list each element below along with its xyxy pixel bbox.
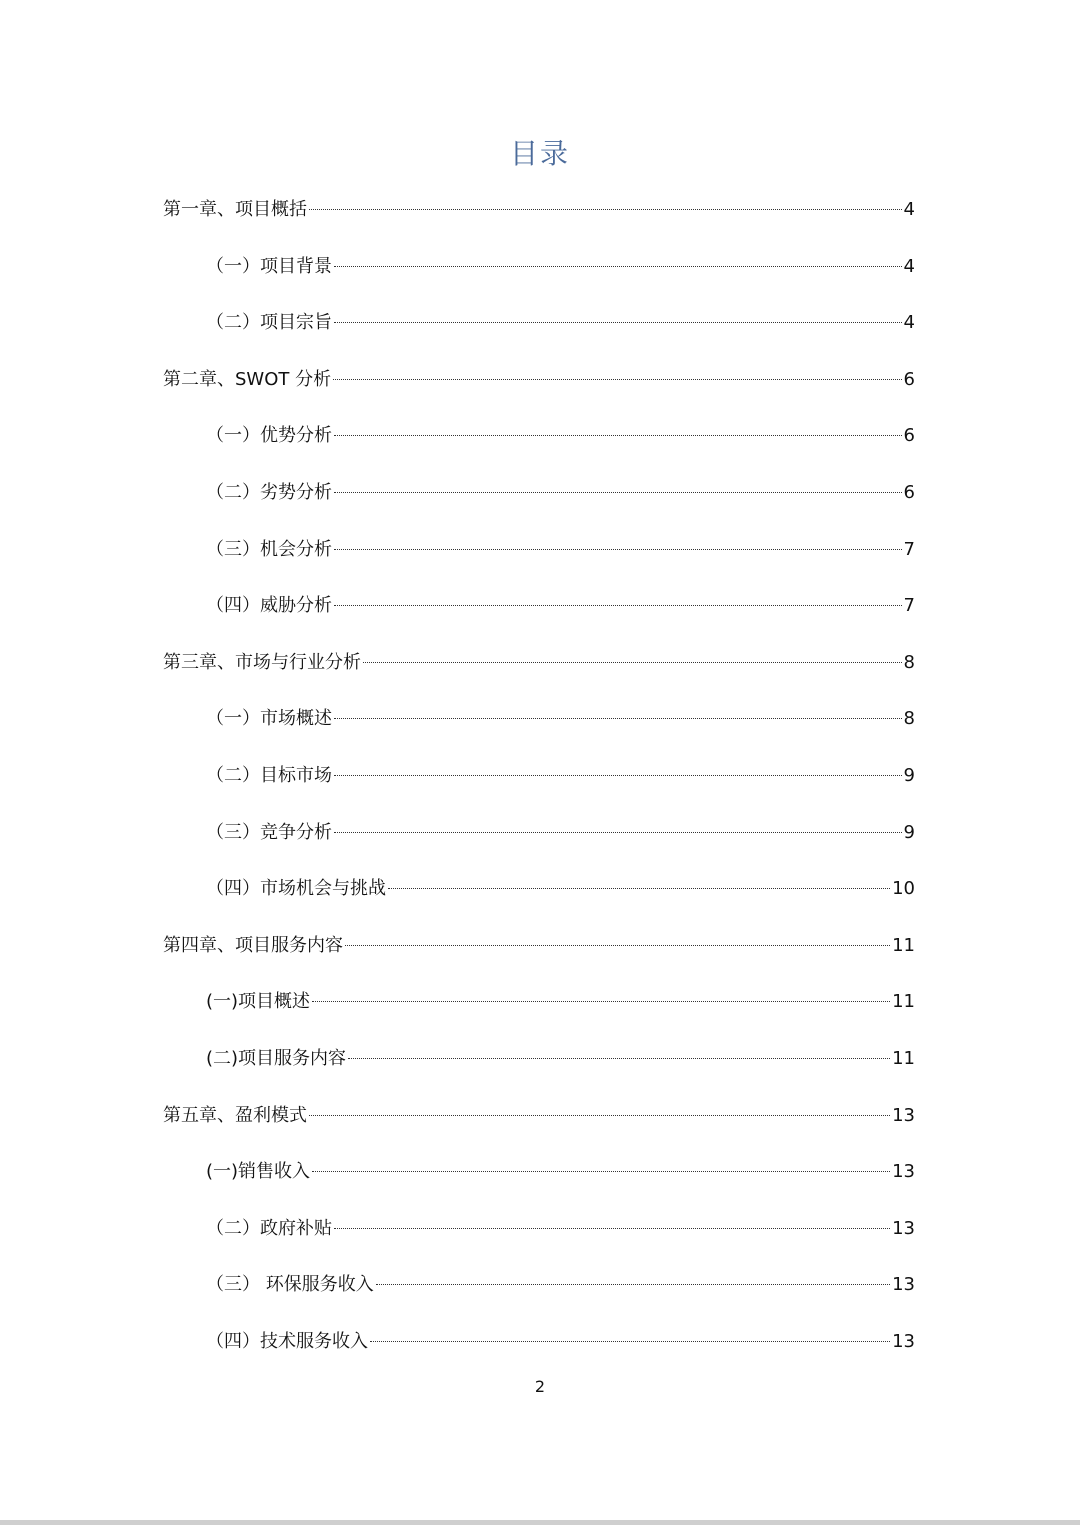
toc-entry[interactable] (206, 987, 915, 1017)
toc-entry[interactable] (206, 1044, 915, 1074)
toc-entry[interactable] (163, 648, 915, 678)
toc-entry-text: (一)销售收入 (206, 1161, 311, 1183)
viewer-bottom-bar (0, 1520, 1080, 1525)
toc-dot-leader (345, 945, 890, 946)
toc-entry-text: （四）市场机会与挑战 (206, 878, 386, 900)
toc-entry-page: 4 (903, 312, 915, 334)
toc-dot-leader (334, 492, 902, 493)
toc-entry-text: （一）优势分析 (206, 425, 332, 447)
toc-entry-page: 9 (903, 821, 915, 843)
toc-dot-leader (312, 1001, 890, 1002)
toc-entry[interactable] (206, 818, 915, 848)
toc-entry[interactable] (206, 1327, 915, 1357)
toc-entry-page: 13 (892, 1217, 915, 1239)
toc-entry[interactable] (206, 874, 915, 904)
toc-entry-text: （四）技术服务收入 (206, 1331, 368, 1352)
toc-entry-page: 8 (903, 708, 915, 730)
toc-entry-page: 7 (903, 538, 915, 560)
toc-entry-page: 9 (903, 765, 915, 786)
page-number: 2 (534, 1377, 546, 1396)
toc-dot-leader (376, 1284, 890, 1285)
toc-entry-page: 7 (903, 595, 915, 617)
toc-entry-page: 11 (892, 991, 915, 1013)
toc-entry-text: （三）机会分析 (206, 538, 332, 560)
toc-entry-text: （四）威胁分析 (206, 595, 332, 617)
toc-dot-leader (309, 209, 902, 210)
toc-entry[interactable] (206, 1270, 915, 1300)
toc-entry-text: （一）市场概述 (206, 708, 332, 730)
toc-entry-text: (一)项目概述 (206, 991, 311, 1013)
toc-entry[interactable] (206, 421, 915, 451)
toc-entry-text: 第二章、SWOT 分析 (163, 368, 332, 390)
toc-entry[interactable] (206, 704, 915, 734)
toc-entry[interactable] (163, 195, 915, 225)
toc-dot-leader (334, 775, 902, 776)
toc-entry[interactable] (206, 478, 915, 508)
toc-dot-leader (388, 888, 890, 889)
toc-entry-page: 13 (892, 1274, 915, 1296)
toc-entry-page: 13 (892, 1161, 915, 1183)
toc-entry-text: 第一章、项目概括 (163, 199, 307, 220)
toc-entry-page: 11 (892, 1048, 915, 1069)
toc-dot-leader (363, 662, 902, 663)
toc-dot-leader (334, 1228, 890, 1229)
toc-entry-page: 4 (903, 199, 915, 220)
toc-dot-leader (334, 549, 902, 550)
toc-entry-text: (二)项目服务内容 (206, 1048, 347, 1069)
toc-entry[interactable] (206, 252, 915, 282)
toc-dot-leader (370, 1341, 890, 1342)
toc-entry-text: （二）政府补贴 (206, 1217, 332, 1239)
toc-entry[interactable] (206, 1157, 915, 1187)
toc-entry[interactable] (163, 931, 915, 961)
toc-entry-page: 13 (892, 1331, 915, 1352)
toc-dot-leader (334, 266, 902, 267)
toc-entry-page: 13 (892, 1104, 915, 1126)
toc-entry-page: 6 (903, 425, 915, 447)
toc-entry-text: （一）项目背景 (206, 255, 332, 277)
toc-entry-page: 11 (892, 934, 915, 956)
toc-entry[interactable] (206, 761, 915, 791)
toc-entry[interactable] (206, 591, 915, 621)
toc-entry-page: 8 (903, 651, 915, 673)
toc-entry-text: （三）竞争分析 (206, 821, 332, 843)
toc-entry-text: （三） 环保服务收入 (206, 1274, 374, 1296)
toc-dot-leader (334, 718, 902, 719)
toc-entry[interactable] (206, 1214, 915, 1244)
toc-entry-page: 4 (903, 255, 915, 277)
toc-title: 目录 (509, 137, 570, 170)
toc-entry[interactable] (206, 308, 915, 338)
toc-dot-leader (312, 1171, 890, 1172)
toc-entry[interactable] (163, 365, 915, 395)
toc-dot-leader (348, 1058, 890, 1059)
toc-entry-text: 第四章、项目服务内容 (163, 934, 343, 956)
toc-dot-leader (309, 1115, 890, 1116)
toc-entry-page: 6 (903, 368, 915, 390)
toc-entry-text: （二）目标市场 (206, 765, 332, 786)
toc-entry-text: 第三章、市场与行业分析 (163, 651, 361, 673)
toc-dot-leader (334, 322, 902, 323)
toc-dot-leader (334, 605, 902, 606)
toc-entry-text: 第五章、盈利模式 (163, 1104, 307, 1126)
toc-entry-page: 6 (903, 482, 915, 503)
toc-entry-text: （二）劣势分析 (206, 482, 332, 503)
toc-entry[interactable] (163, 1101, 915, 1131)
toc-entry-text: （二）项目宗旨 (206, 312, 332, 334)
toc-entry[interactable] (206, 535, 915, 565)
toc-dot-leader (334, 832, 902, 833)
toc-dot-leader (334, 435, 902, 436)
toc-dot-leader (333, 379, 901, 380)
toc-entry-page: 10 (892, 878, 915, 900)
